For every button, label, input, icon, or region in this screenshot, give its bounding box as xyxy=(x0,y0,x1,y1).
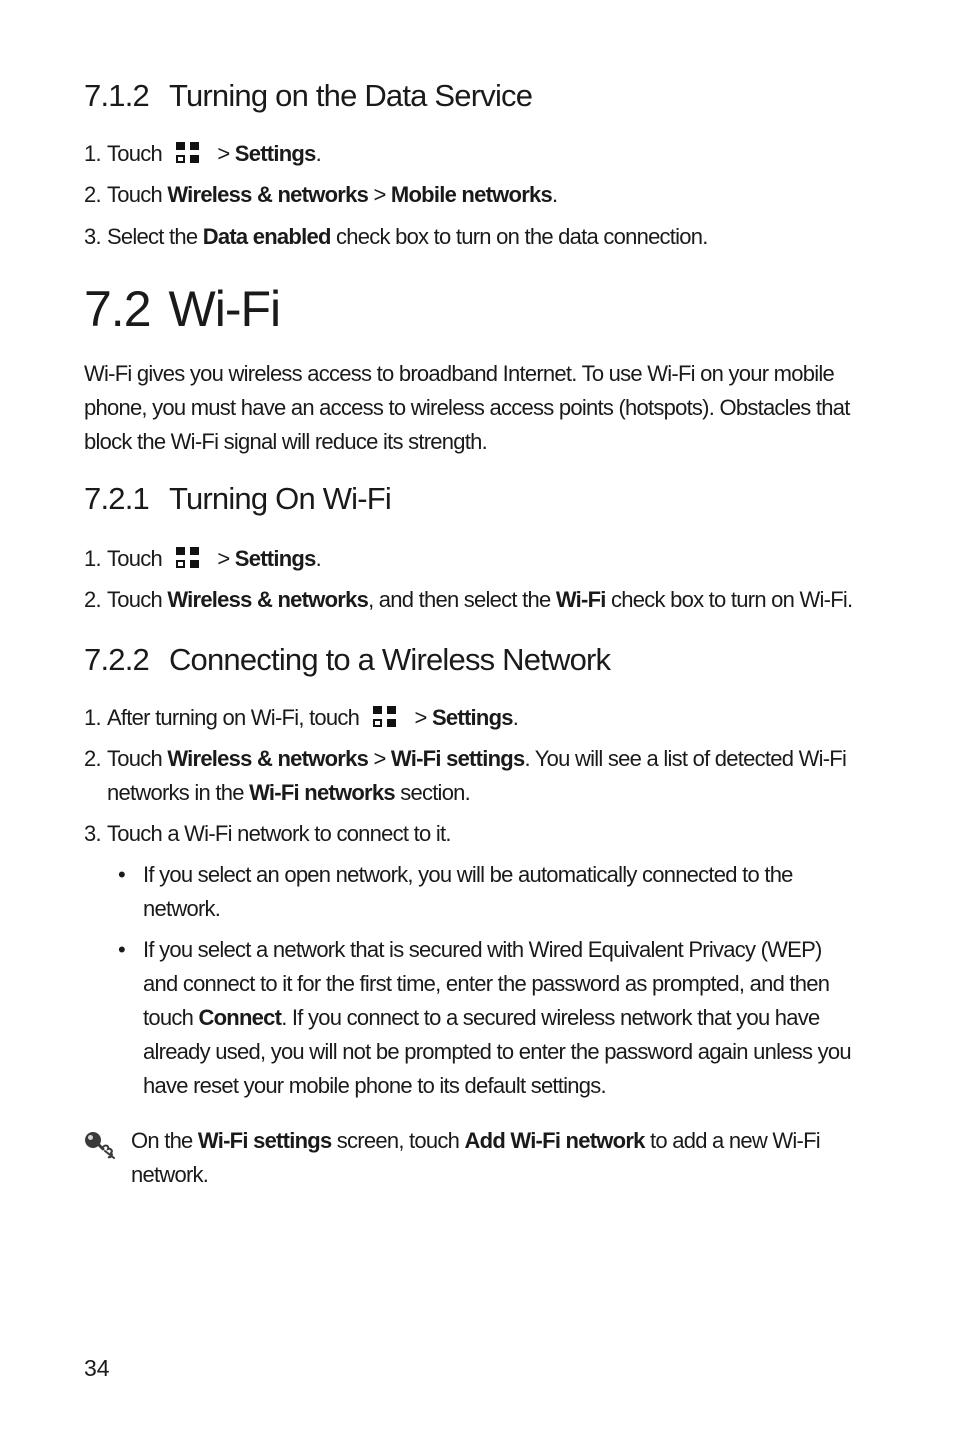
step-7-1-2-2: 2. Touch Wireless & networks > Mobile networks. xyxy=(84,182,558,207)
step-7-1-2-3: 3. Select the Data enabled check box to turn on the data connection. xyxy=(84,224,708,249)
step-7-2-2-3: 3. Touch a Wi-Fi network to connect to it. xyxy=(84,821,451,846)
step-7-2-2-1: 1. After turning on Wi-Fi, touch > Settings. xyxy=(84,705,519,730)
section-heading-7-2: 7.2 Wi-Fi xyxy=(84,281,281,337)
step-7-1-2-1: 1. Touch > Settings. xyxy=(84,141,321,166)
wifi-intro-paragraph: Wi-Fi gives you wireless access to broadband Internet. To use Wi-Fi on your mobile phone, you must have an access to wireless access points (hotspots). Obstacles that block the Wi-Fi signal will reduce its strength. xyxy=(84,361,850,454)
page-number: 34 xyxy=(84,1355,110,1381)
step-7-2-1-1: 1. Touch > Settings. xyxy=(84,546,321,571)
section-heading-7-2-1: 7.2.1 Turning On Wi-Fi xyxy=(84,481,391,516)
apps-grid-icon xyxy=(373,706,397,728)
apps-grid-icon xyxy=(176,547,200,569)
apps-grid-icon xyxy=(176,142,200,164)
bullet-secured-network: • If you select a network that is secured with Wired Equivalent Privacy (WEP) and connect to it for the first time, enter the password as prompted, and then touch Connect. If you connect to a secured wireless network that you have already used, you will not be prompted to enter the password again unless you have reset your mobile phone to its default settings. xyxy=(118,937,851,1098)
tip-icon xyxy=(84,1130,120,1160)
bullet-open-network: • If you select an open network, you will be automatically connected to the network. xyxy=(118,862,793,921)
section-heading-7-2-2: 7.2.2 Connecting to a Wireless Network xyxy=(84,642,611,677)
step-7-2-2-2: 2. Touch Wireless & networks > Wi-Fi settings. You will see a list of detected Wi-Fi networks in the Wi-Fi networks section. xyxy=(84,746,847,805)
step-7-2-1-2: 2. Touch Wireless & networks, and then select the Wi-Fi check box to turn on Wi-Fi. xyxy=(84,587,853,612)
section-heading-7-1-2: 7.1.2 Turning on the Data Service xyxy=(84,78,533,113)
